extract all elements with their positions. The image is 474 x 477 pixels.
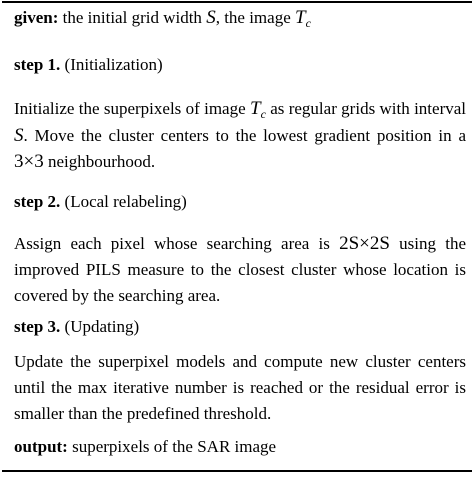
- step1-text-4: neighbourhood.: [43, 152, 156, 171]
- bottom-rule: [2, 470, 472, 472]
- given-text-2: , the image: [215, 8, 295, 27]
- given-label: given:: [14, 8, 59, 27]
- step3-heading: [14, 317, 139, 337]
- top-rule: [2, 1, 472, 3]
- step1-symbol-t: T: [249, 98, 261, 119]
- step1-body: [14, 96, 466, 175]
- step1-text-3: . Move the cluster centers to the lowest gradient position in a: [23, 126, 466, 145]
- given-text-1: the initial grid width: [58, 8, 207, 27]
- step1-text-2: as regular grids with interval: [265, 99, 466, 118]
- step3-title: (Updating): [60, 317, 140, 336]
- step1-label: step 1.: [14, 55, 61, 74]
- step2-text-1: Assign each pixel whose searching area is: [14, 234, 340, 253]
- given-symbol-t-subscript: c: [305, 16, 311, 30]
- step3-label: step 3.: [14, 317, 61, 336]
- step2-label: step 2.: [14, 192, 61, 211]
- step1-symbol-3x3: 3×3: [14, 151, 44, 172]
- output-label: output:: [14, 437, 68, 456]
- step1-title: (Initialization): [60, 55, 163, 74]
- given-symbol-t: T: [295, 7, 306, 28]
- step3-body: Update the superpixel models and compute new cluster centers until the max iterative number is reached or the residual error is smaller than the predefined threshold.: [14, 352, 466, 423]
- output-text: superpixels of the SAR image: [67, 437, 277, 456]
- output-line: [14, 437, 276, 457]
- given-line: [14, 8, 311, 29]
- step1-symbol-t-subscript: c: [260, 107, 266, 121]
- step1-text-1: Initialize the superpixels of image: [14, 99, 250, 118]
- given-symbol-s: S: [206, 7, 216, 28]
- step2-body: [14, 231, 466, 309]
- step2-title: (Local relabeling): [60, 192, 187, 211]
- step2-symbol-2sx2s: 2S×2S: [339, 233, 390, 254]
- step1-symbol-s: S: [14, 125, 24, 146]
- step1-heading: [14, 55, 163, 75]
- algorithm-box: [2, 0, 472, 477]
- step2-heading: [14, 192, 187, 212]
- step2-text-2: using the improved PILS measure to the closest cluster whose location is covered by the searching area.: [14, 234, 466, 305]
